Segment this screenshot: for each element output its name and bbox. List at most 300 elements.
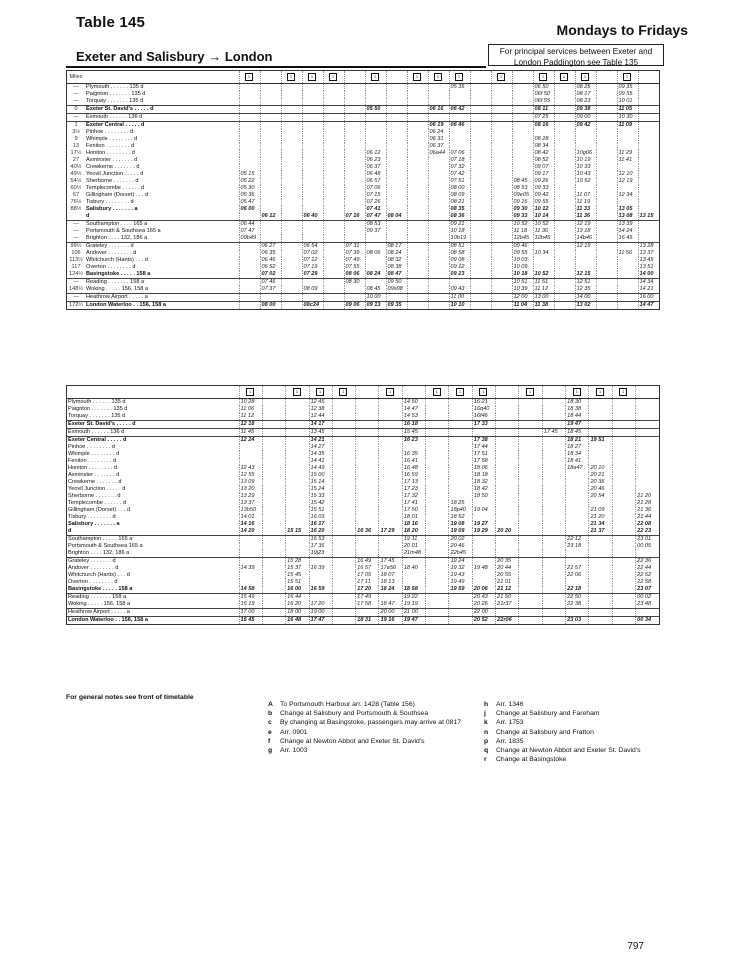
time-cell xyxy=(426,521,449,528)
table-row xyxy=(67,493,659,500)
time-cell: 12b45 xyxy=(512,235,533,243)
time-cell xyxy=(496,479,519,486)
time-cell: 07 46 xyxy=(260,279,281,287)
time-cell: 19 24 xyxy=(449,558,472,566)
time-cell xyxy=(402,572,425,579)
time-cell: 12 43 xyxy=(239,465,262,472)
footnotes-right xyxy=(484,700,674,764)
station-name: Exeter St. David's . . . . . d xyxy=(67,421,239,429)
time-cell: 23 48 xyxy=(636,601,659,609)
time-cell xyxy=(491,84,512,92)
first-class-icon: 1 xyxy=(413,73,421,81)
miles-cell: 172½ xyxy=(69,302,83,308)
time-cell xyxy=(262,421,285,429)
time-cell: 17 33 xyxy=(472,421,495,429)
time-cell: 08 16 xyxy=(533,122,554,130)
time-cell xyxy=(566,579,589,586)
time-cell xyxy=(449,601,472,609)
time-cell: 07 02 xyxy=(302,250,323,257)
time-cell xyxy=(491,257,512,264)
time-cell xyxy=(596,129,617,136)
time-cell xyxy=(281,171,302,178)
time-cell xyxy=(638,106,659,114)
time-cell xyxy=(407,221,428,229)
time-cell xyxy=(491,206,512,213)
time-cell: 22 36 xyxy=(636,558,659,566)
station-name: Pinhoe . . . . . . . . d xyxy=(68,444,115,450)
time-cell xyxy=(449,594,472,602)
bottom-timetable xyxy=(66,385,660,625)
time-cell xyxy=(566,528,589,536)
time-cell: 11 33 xyxy=(575,206,596,213)
time-cell xyxy=(617,129,638,136)
time-cell xyxy=(260,150,281,157)
time-cell: 11 00 xyxy=(449,294,470,302)
time-cell: 08 53 xyxy=(365,221,386,229)
time-cell: 18 20 xyxy=(402,528,425,536)
time-cell xyxy=(323,171,344,178)
time-cell xyxy=(612,429,635,437)
time-cell xyxy=(302,91,323,98)
time-cell: 13 09 xyxy=(239,479,262,486)
time-cell xyxy=(323,129,344,136)
time-cell xyxy=(491,136,512,143)
time-cell xyxy=(617,257,638,264)
time-cell xyxy=(554,122,575,130)
time-cell xyxy=(638,84,659,92)
time-cell xyxy=(286,550,309,558)
time-cell xyxy=(470,271,491,279)
miles-cell: 117 xyxy=(71,264,81,270)
station-name: d xyxy=(68,528,72,534)
time-cell: 14 50 xyxy=(402,399,425,407)
time-cell xyxy=(356,472,379,479)
service-column-heading xyxy=(638,71,659,84)
footnote xyxy=(484,746,674,755)
table-row xyxy=(67,228,659,235)
time-cell xyxy=(302,143,323,150)
service-column-heading xyxy=(554,71,575,84)
time-cell: 10 51 xyxy=(512,279,533,287)
station-name: Heathrow Airport . . . . . a xyxy=(85,294,239,302)
time-cell xyxy=(286,437,309,445)
time-cell xyxy=(428,243,449,251)
time-cell: 09 37 xyxy=(365,228,386,235)
station-name: London Waterloo . . 156, 158 a xyxy=(67,617,239,625)
time-cell: 19 16 xyxy=(379,617,402,625)
time-cell: 14 47 xyxy=(402,406,425,413)
time-cell: 18 52 xyxy=(449,514,472,521)
time-cell xyxy=(612,486,635,493)
time-cell xyxy=(332,413,355,421)
time-cell: 10 52 xyxy=(533,221,554,229)
time-cell xyxy=(379,472,402,479)
time-cell: 12 51 xyxy=(575,279,596,287)
time-cell: 20 06 xyxy=(472,586,495,594)
time-cell: 09 55 xyxy=(533,199,554,206)
station-name: Exeter St. David's . . . . . d xyxy=(85,106,239,114)
time-cell: 10g06 xyxy=(575,150,596,157)
time-cell xyxy=(554,84,575,92)
time-cell xyxy=(612,437,635,445)
time-cell: 11 45 xyxy=(239,429,262,437)
time-cell: 20 52 xyxy=(472,617,495,625)
time-cell xyxy=(554,192,575,199)
time-cell xyxy=(239,84,260,92)
time-cell xyxy=(323,302,344,310)
time-cell xyxy=(356,486,379,493)
time-cell xyxy=(323,98,344,106)
time-cell xyxy=(379,429,402,437)
table-row xyxy=(67,192,659,199)
first-class-icon: 1 xyxy=(433,388,441,396)
time-cell: 12 35 xyxy=(575,286,596,294)
time-cell xyxy=(332,493,355,500)
time-cell xyxy=(612,493,635,500)
time-cell xyxy=(323,114,344,122)
time-cell: 09b49 xyxy=(239,235,260,243)
time-cell xyxy=(281,91,302,98)
time-cell xyxy=(365,136,386,143)
time-cell xyxy=(636,444,659,451)
time-cell xyxy=(542,572,565,579)
time-cell xyxy=(260,91,281,98)
time-cell xyxy=(542,507,565,514)
time-cell xyxy=(386,192,407,199)
time-cell xyxy=(356,458,379,465)
time-cell xyxy=(332,465,355,472)
time-cell xyxy=(281,221,302,229)
time-cell xyxy=(519,601,542,609)
time-cell xyxy=(575,136,596,143)
time-cell xyxy=(542,565,565,572)
time-cell xyxy=(379,550,402,558)
time-cell: 17 44 xyxy=(472,444,495,451)
footnote-key: q xyxy=(484,747,489,755)
time-cell xyxy=(589,536,612,544)
time-cell xyxy=(323,157,344,164)
time-cell xyxy=(323,213,344,221)
time-cell xyxy=(554,213,575,221)
time-cell xyxy=(519,444,542,451)
time-cell xyxy=(496,500,519,507)
time-cell: 21 36 xyxy=(636,507,659,514)
time-cell xyxy=(302,164,323,171)
time-cell xyxy=(407,192,428,199)
time-cell xyxy=(472,536,495,544)
time-cell: 08 04 xyxy=(386,213,407,221)
time-cell xyxy=(407,279,428,287)
time-cell xyxy=(323,206,344,213)
time-cell xyxy=(281,164,302,171)
time-cell xyxy=(566,521,589,528)
time-cell xyxy=(323,84,344,92)
time-cell xyxy=(323,164,344,171)
time-cell xyxy=(533,257,554,264)
time-cell xyxy=(365,84,386,92)
time-cell: 07 18 xyxy=(449,157,470,164)
time-cell: 06 57 xyxy=(365,178,386,185)
first-class-icon: 1 xyxy=(581,73,589,81)
time-cell xyxy=(332,565,355,572)
time-cell xyxy=(596,98,617,106)
time-cell xyxy=(260,178,281,185)
time-cell xyxy=(612,500,635,507)
time-cell xyxy=(542,550,565,558)
table-row xyxy=(67,514,659,521)
time-cell xyxy=(470,143,491,150)
time-cell xyxy=(449,609,472,617)
time-cell: 16 57 xyxy=(356,565,379,572)
time-cell xyxy=(260,143,281,150)
table-row xyxy=(67,609,659,617)
time-cell xyxy=(407,235,428,243)
time-cell xyxy=(470,192,491,199)
time-cell xyxy=(356,507,379,514)
time-cell xyxy=(239,444,262,451)
time-cell xyxy=(496,413,519,421)
time-cell xyxy=(356,500,379,507)
time-cell: 20 46 xyxy=(589,486,612,493)
time-cell: 08 25 xyxy=(575,84,596,92)
time-cell xyxy=(612,528,635,536)
time-cell: 18 34 xyxy=(566,451,589,458)
time-cell: 00 05 xyxy=(636,543,659,550)
time-cell: 20 01 xyxy=(402,543,425,550)
time-cell xyxy=(589,594,612,602)
time-cell xyxy=(386,294,407,302)
time-cell xyxy=(470,257,491,264)
time-cell xyxy=(519,558,542,566)
time-cell xyxy=(554,136,575,143)
time-cell: 11 07 xyxy=(575,192,596,199)
time-cell: 16 00 xyxy=(638,294,659,302)
time-cell xyxy=(612,594,635,602)
table-row xyxy=(67,150,659,157)
time-cell xyxy=(356,514,379,521)
time-cell xyxy=(554,185,575,192)
time-cell xyxy=(407,114,428,122)
table-row xyxy=(67,129,659,136)
time-cell xyxy=(407,243,428,251)
time-cell xyxy=(379,507,402,514)
table-row xyxy=(67,451,659,458)
time-cell: 10 28 xyxy=(239,399,262,407)
time-cell: 22 58 xyxy=(636,579,659,586)
service-column-heading xyxy=(512,71,533,84)
footnote-text: Change at Basingstoke xyxy=(496,756,567,764)
time-cell xyxy=(542,444,565,451)
time-cell xyxy=(239,302,260,310)
time-cell xyxy=(542,609,565,617)
time-cell: 20 36 xyxy=(589,479,612,486)
time-cell: 12 15 xyxy=(575,271,596,279)
time-cell xyxy=(332,536,355,544)
time-cell xyxy=(596,114,617,122)
time-cell xyxy=(407,302,428,310)
time-cell xyxy=(379,421,402,429)
time-cell: 10 03 xyxy=(512,257,533,264)
time-cell xyxy=(356,444,379,451)
time-cell: 15 37 xyxy=(286,565,309,572)
time-cell xyxy=(262,521,285,528)
table-row xyxy=(67,586,659,594)
time-cell xyxy=(554,271,575,279)
time-cell xyxy=(379,514,402,521)
time-cell xyxy=(239,129,260,136)
time-cell xyxy=(519,479,542,486)
time-cell xyxy=(491,157,512,164)
time-cell xyxy=(386,143,407,150)
time-cell xyxy=(262,536,285,544)
time-cell: 07 16 xyxy=(344,213,365,221)
time-cell xyxy=(638,171,659,178)
time-cell: 07 26 xyxy=(365,199,386,206)
time-cell: 19 22 xyxy=(402,594,425,602)
miles-cell: 54½ xyxy=(70,178,82,184)
time-cell xyxy=(332,437,355,445)
time-cell xyxy=(496,507,519,514)
service-column-heading xyxy=(344,71,365,84)
time-cell: 16 53 xyxy=(309,536,332,544)
time-cell: 11 56 xyxy=(617,250,638,257)
time-cell: 19 19 xyxy=(402,601,425,609)
time-cell: 14 58 xyxy=(239,586,262,594)
time-cell: 06 35 xyxy=(260,250,281,257)
time-cell xyxy=(286,536,309,544)
time-cell xyxy=(496,472,519,479)
time-cell xyxy=(636,609,659,617)
time-cell xyxy=(519,586,542,594)
time-cell: 19 43 xyxy=(449,572,472,579)
time-cell xyxy=(323,264,344,271)
time-cell xyxy=(386,221,407,229)
miles-cell: — xyxy=(73,98,79,104)
time-cell xyxy=(262,406,285,413)
time-cell xyxy=(365,129,386,136)
first-class-icon: 1 xyxy=(619,388,627,396)
miles-cell: — xyxy=(73,91,79,97)
time-cell: 20 00 xyxy=(379,609,402,617)
table-row xyxy=(67,206,659,213)
time-cell xyxy=(281,122,302,130)
time-cell xyxy=(542,465,565,472)
station-name: Crewkerne . . . . . . . d xyxy=(68,479,122,485)
time-cell xyxy=(449,143,470,150)
station-name: Tisbury . . . . . . . . d xyxy=(68,514,116,520)
time-cell xyxy=(491,164,512,171)
time-cell xyxy=(589,406,612,413)
time-cell: 11 18 xyxy=(512,228,533,235)
time-cell xyxy=(344,286,365,294)
footnote xyxy=(484,737,674,746)
time-cell xyxy=(344,178,365,185)
station-name: Reading . . . . . . . 158 a xyxy=(85,279,239,287)
time-cell: 09 17 xyxy=(533,171,554,178)
time-cell xyxy=(470,136,491,143)
time-cell xyxy=(589,579,612,586)
time-cell: 07 25 xyxy=(533,114,554,122)
time-cell xyxy=(596,271,617,279)
time-cell xyxy=(323,122,344,130)
time-cell: 21 12 xyxy=(496,586,519,594)
station-name: Gillingham (Dorset) . . . d xyxy=(86,192,149,198)
table-row xyxy=(67,601,659,609)
time-cell xyxy=(386,206,407,213)
time-cell: 07 47 xyxy=(365,213,386,221)
time-cell xyxy=(426,421,449,429)
time-cell xyxy=(407,228,428,235)
time-cell xyxy=(356,543,379,550)
time-cell: 12 10 xyxy=(617,171,638,178)
time-cell: 19 32 xyxy=(449,565,472,572)
time-cell xyxy=(239,279,260,287)
time-cell xyxy=(496,444,519,451)
table-row xyxy=(67,479,659,486)
time-cell xyxy=(402,579,425,586)
time-cell xyxy=(260,206,281,213)
footnote-text: Change at Newton Abbot and Exeter St. David's xyxy=(496,747,641,755)
time-cell xyxy=(612,586,635,594)
time-cell xyxy=(470,84,491,92)
time-cell: 17 50 xyxy=(402,507,425,514)
station-name: Exeter Central . . . . . d xyxy=(85,122,239,130)
time-cell: 19 51 xyxy=(589,437,612,445)
time-cell xyxy=(344,122,365,130)
station-name: Whitchurch (Hants) . . . d xyxy=(86,257,148,263)
time-cell xyxy=(262,543,285,550)
time-cell xyxy=(239,550,262,558)
time-cell xyxy=(332,486,355,493)
time-cell: 11 12 xyxy=(239,413,262,421)
time-cell xyxy=(332,451,355,458)
station-name: Axminster . . . . . . . d xyxy=(68,472,120,478)
time-cell: 08 45 xyxy=(512,178,533,185)
time-cell xyxy=(332,421,355,429)
time-cell: 18 45 xyxy=(566,429,589,437)
time-cell xyxy=(496,451,519,458)
time-cell xyxy=(542,586,565,594)
table-row xyxy=(67,486,659,493)
time-cell xyxy=(407,286,428,294)
time-cell xyxy=(262,444,285,451)
time-cell xyxy=(281,157,302,164)
table-row xyxy=(67,536,659,544)
time-cell xyxy=(575,257,596,264)
time-cell: 18 41 xyxy=(566,458,589,465)
service-column-heading xyxy=(636,386,659,399)
time-cell xyxy=(472,550,495,558)
time-cell: 07 42 xyxy=(449,171,470,178)
time-cell: 23 03 xyxy=(566,617,589,625)
time-cell xyxy=(470,106,491,114)
time-cell xyxy=(596,243,617,251)
table-row xyxy=(67,122,659,130)
time-cell: 06 27 xyxy=(260,243,281,251)
time-cell: 07 39 xyxy=(344,250,365,257)
time-cell: 06 46 xyxy=(260,257,281,264)
time-cell xyxy=(386,114,407,122)
time-cell xyxy=(542,493,565,500)
time-cell xyxy=(302,84,323,92)
time-cell xyxy=(262,500,285,507)
table-row xyxy=(67,543,659,550)
table-row xyxy=(67,271,659,279)
table-row xyxy=(67,243,659,251)
time-cell: 21 20 xyxy=(636,493,659,500)
time-cell xyxy=(519,536,542,544)
miles-cell: 148½ xyxy=(69,286,83,292)
